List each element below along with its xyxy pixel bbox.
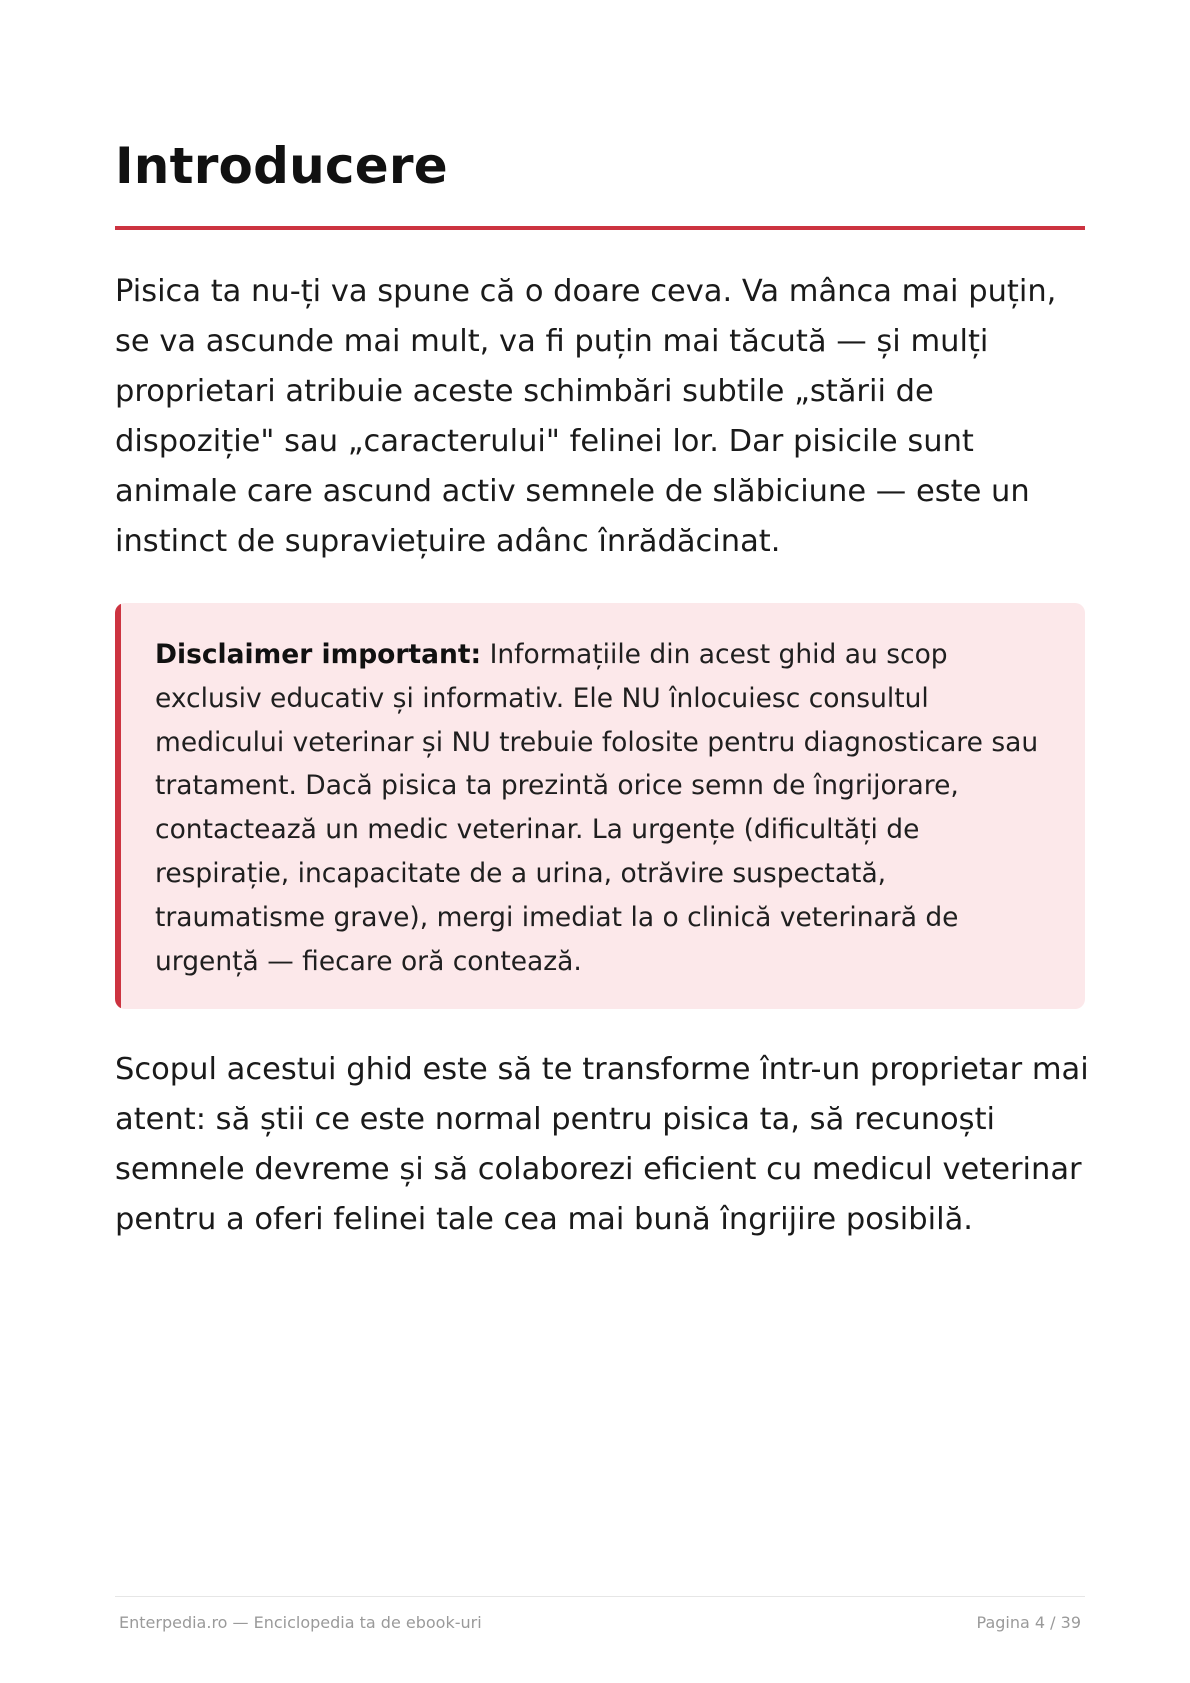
disclaimer-body — [155, 633, 1055, 983]
closing-paragraph: Scopul acestui ghid este să te transforme într-un proprietar mai atent: să știi ce este normal pentru pisica ta, să recunoști semnele devreme și să colaborezi eficient cu medicul veterinar pentru a oferi felinei tale cea mai bună îngrijire posibilă. — [115, 1052, 1089, 1237]
footer-page-number: Pagina 4 / 39 — [976, 1613, 1081, 1632]
footer-site-name: Enterpedia.ro — Enciclopedia ta de ebook-uri — [119, 1613, 482, 1632]
document-page — [115, 0, 1089, 1683]
callout-accent-bar — [115, 603, 121, 1009]
disclaimer-text: Informațiile din acest ghid au scop exclusiv educativ și informativ. Ele NU înlocuiesc consultul medicului veterinar și NU trebuie folosite pentru diagnosticare sau tratament. Dacă pisica ta prezintă orice semn de îngrijorare, contactează un medic veterinar. La urgențe (dificultăți de respirație, incapacitate de a urina, otrăvire suspectată, traumatisme grave), mergi imediat la o clinică veterinară de urgență — fiecare oră contează. — [155, 639, 1039, 977]
intro-paragraph: Pisica ta nu-ți va spune că o doare ceva. Va mânca mai puțin, se va ascunde mai mult, va fi puțin mai tăcută — și mulți proprietari atribuie aceste schimbări subtile „stării de dispoziție" sau „caracterului" felinei lor. Dar pisicile sunt animale care ascund activ semnele de slăbiciune — este un instinct de supraviețuire adânc înrădăcinat. — [115, 274, 1057, 559]
title-divider — [115, 226, 1085, 230]
footer-divider — [115, 1596, 1085, 1597]
disclaimer-label: Disclaimer important: — [155, 639, 482, 670]
disclaimer-callout — [115, 603, 1085, 1009]
page-title: Introducere — [115, 137, 448, 195]
